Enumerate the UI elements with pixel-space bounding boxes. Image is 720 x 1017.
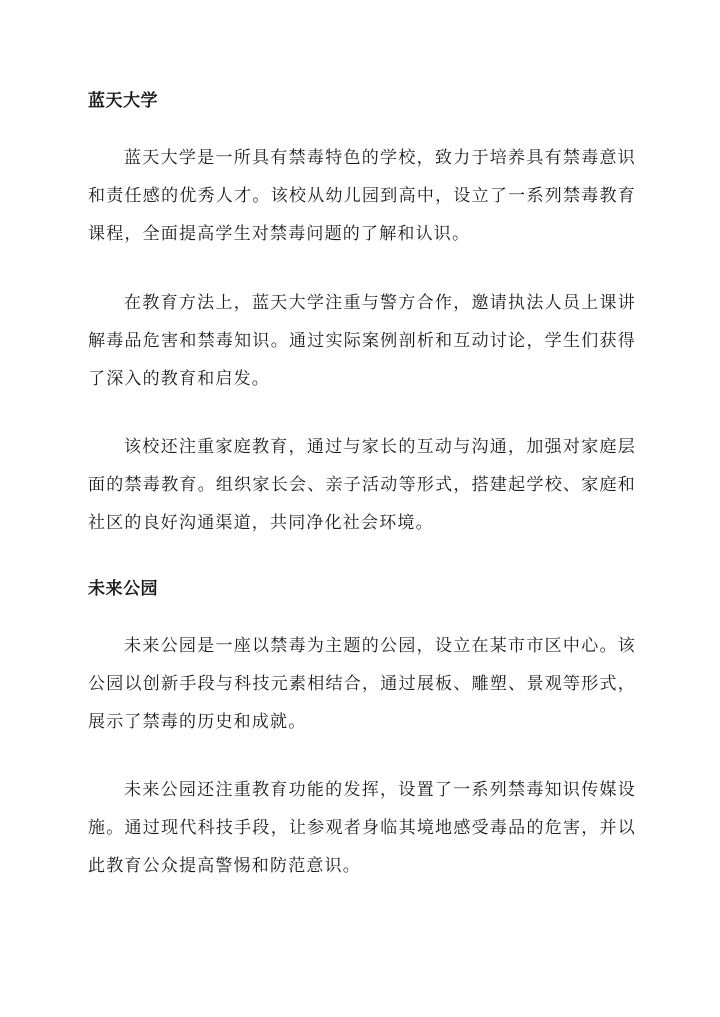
paragraph: 未来公园还注重教育功能的发挥，设置了一系列禁毒知识传媒设施。通过现代科技手段，让参观者身临其境地感受毒品的危害，并以此教育公众提高警惕和防范意识。	[88, 780, 636, 876]
paragraph-block	[88, 771, 636, 885]
paragraph: 该校还注重家庭教育，通过与家长的互动与沟通，加强对家庭层面的禁毒教育。组织家长会、亲子活动等形式，搭建起学校、家庭和社区的良好沟通渠道，共同净化社会环境。	[88, 437, 636, 533]
paragraph-block	[88, 428, 636, 542]
paragraph-block	[88, 627, 636, 741]
section-future-park	[88, 577, 636, 601]
section-lantian-university	[88, 89, 636, 113]
paragraph-block	[88, 139, 636, 253]
paragraph: 未来公园是一座以禁毒为主题的公园，设立在某市市区中心。该公园以创新手段与科技元素相结合，通过展板、雕塑、景观等形式，展示了禁毒的历史和成就。	[88, 636, 636, 732]
section-heading: 蓝天大学	[88, 91, 158, 111]
paragraph: 在教育方法上，蓝天大学注重与警方合作，邀请执法人员上课讲解毒品危害和禁毒知识。通过实际案例剖析和互动讨论，学生们获得了深入的教育和启发。	[88, 293, 636, 389]
section-heading: 未来公园	[88, 579, 158, 599]
paragraph-block	[88, 284, 636, 398]
paragraph: 蓝天大学是一所具有禁毒特色的学校，致力于培养具有禁毒意识和责任感的优秀人才。该校从幼儿园到高中，设立了一系列禁毒教育课程，全面提高学生对禁毒问题的了解和认识。	[88, 148, 636, 244]
